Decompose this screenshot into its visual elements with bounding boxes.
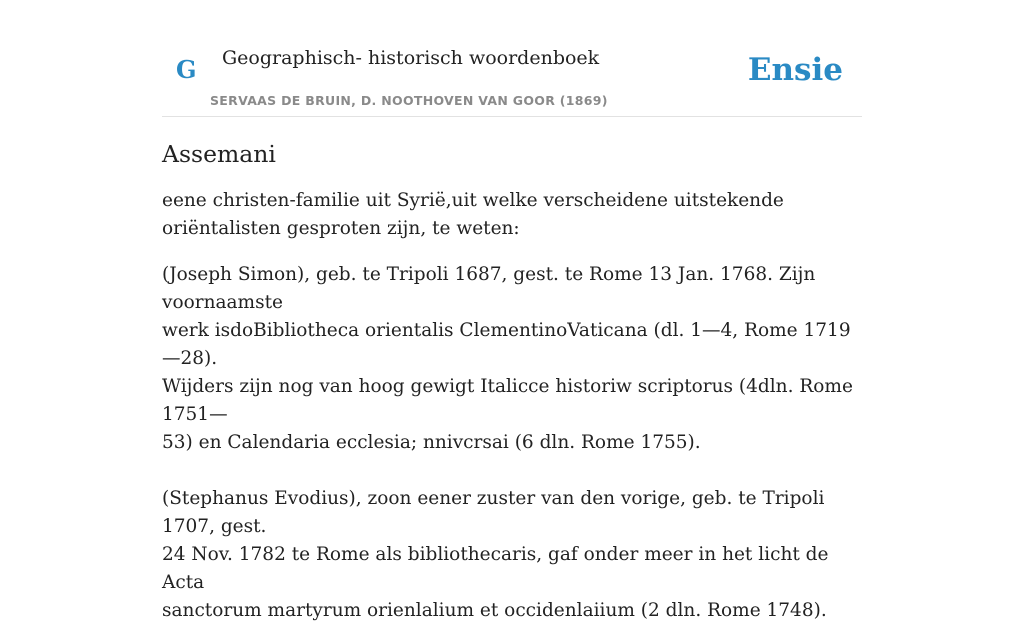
entry-intro: eene christen-familie uit Syrië,uit welke verscheidene uitstekende oriëntalisten gesproten zijn, te weten: xyxy=(162,190,784,239)
book-author-line: SERVAAS DE BRUIN, D. NOOTHOVEN VAN GOOR (1869) xyxy=(210,93,608,108)
dictionary-letter-icon[interactable]: G xyxy=(176,55,197,84)
paragraph-line: Wijders zijn nog van hoog gewigt Italicce historiw scriptorus (4dln. Rome 1751— xyxy=(162,376,853,425)
paragraph-line: werk isdoBibliotheca orientalis ClementinoVaticana (dl. 1—4, Rome 1719—28). xyxy=(162,320,851,369)
entry-content xyxy=(162,136,862,625)
paragraph-line: 53) en Calendaria ecclesia; nnivcrsai (6 dln. Rome 1755). xyxy=(162,432,701,453)
book-title-link[interactable]: Geographisch- historisch woordenboek xyxy=(222,47,600,69)
ensie-logo[interactable]: Ensie xyxy=(747,52,843,88)
paragraph-line: (Stephanus Evodius), zoon eener zuster van den vorige, geb. te Tripoli 1707, gest. xyxy=(162,488,825,537)
entry-paragraph-1 xyxy=(162,261,862,457)
paragraph-line: sanctorum martyrum orienlalium et occidenlaiium (2 dln. Rome 1748). xyxy=(162,600,827,621)
paragraph-line: (Joseph Simon), geb. te Tripoli 1687, gest. te Rome 13 Jan. 1768. Zijn voornaamste xyxy=(162,264,816,313)
entry-title: Assemani xyxy=(162,140,276,168)
entry-paragraph-2 xyxy=(162,485,862,625)
paragraph-line: 24 Nov. 1782 te Rome als bibliothecaris, gaf onder meer in het licht de Acta xyxy=(162,544,829,593)
page-header xyxy=(162,0,862,117)
